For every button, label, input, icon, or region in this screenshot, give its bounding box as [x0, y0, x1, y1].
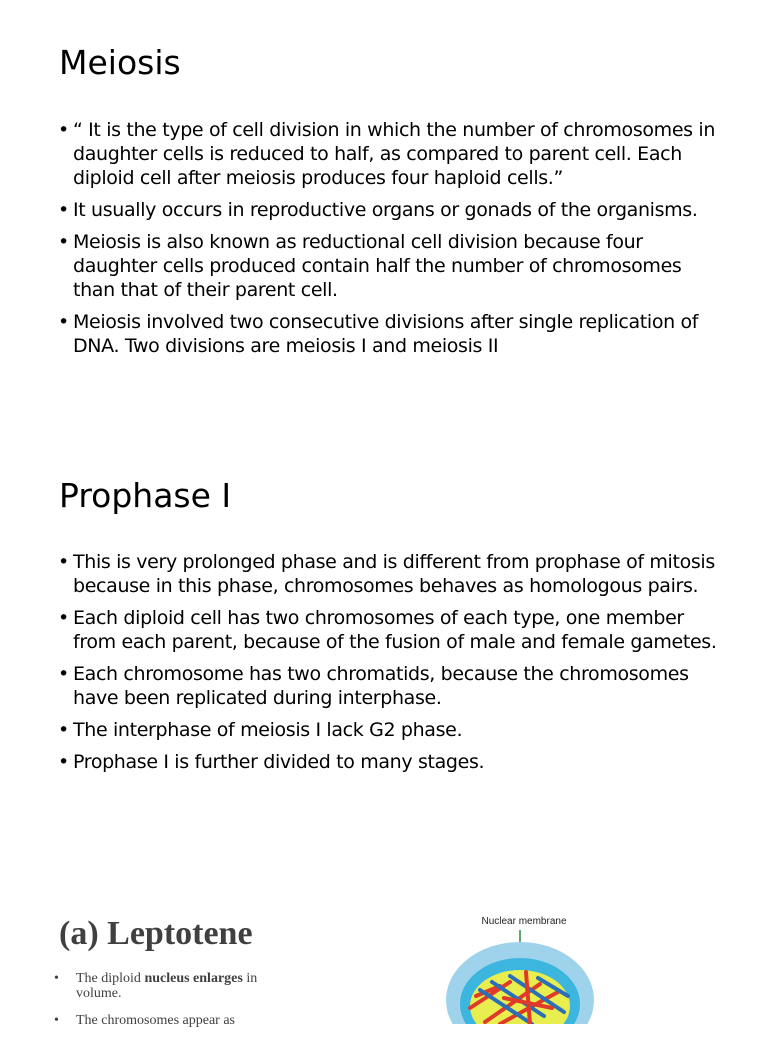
slide-title: Prophase I	[59, 476, 232, 515]
slide-title: Meiosis	[59, 43, 181, 82]
bullet-item: • It usually occurs in reproductive organs or gonads of the organisms.	[58, 198, 718, 222]
bullet-list	[58, 118, 718, 366]
bullet-text: The chromosomes appear as	[76, 1013, 235, 1028]
bullet-item	[54, 1013, 304, 1028]
bullet-text: in volume.	[76, 971, 258, 1001]
bullet-item: • The interphase of meiosis I lack G2 phase.	[58, 718, 718, 742]
bullet-item	[54, 971, 304, 1001]
bullet-item: • Each chromosome has two chromatids, because the chromosomes have been replicated during interphase.	[58, 662, 718, 710]
bullet-list	[54, 971, 304, 1040]
bullet-item: • Meiosis involved two consecutive divisions after single replication of DNA. Two divisions are meiosis I and meiosis II	[58, 310, 718, 358]
leptotene-cell-figure	[440, 912, 612, 1024]
bullet-list	[58, 550, 718, 782]
bullet-item: • Each diploid cell has two chromosomes of each type, one member from each parent, because of the fusion of male and female gametes.	[58, 606, 718, 654]
slide-title: (a) Leptotene	[59, 915, 253, 952]
figure-label: Nuclear membrane	[481, 916, 567, 927]
bullet-item: • “ It is the type of cell division in which the number of chromosomes in daughter cells is reduced to half, as compared to parent cell. Each diploid cell after meiosis produces four haploid cells.”	[58, 118, 718, 190]
bullet-item: • Meiosis is also known as reductional cell division because four daughter cells produced contain half the number of chromosomes than that of their parent cell.	[58, 230, 718, 302]
bullet-text: The diploid	[76, 971, 145, 986]
cell-illustration	[440, 912, 612, 1024]
bullet-item: • Prophase I is further divided to many stages.	[58, 750, 718, 774]
slide-prophase-i	[0, 440, 768, 880]
bullet-bold-text: nucleus enlarges	[144, 971, 243, 986]
slide-meiosis	[0, 0, 768, 440]
bullet-item: • This is very prolonged phase and is different from prophase of mitosis because in this phase, chromosomes behaves as homologous pairs.	[58, 550, 718, 598]
